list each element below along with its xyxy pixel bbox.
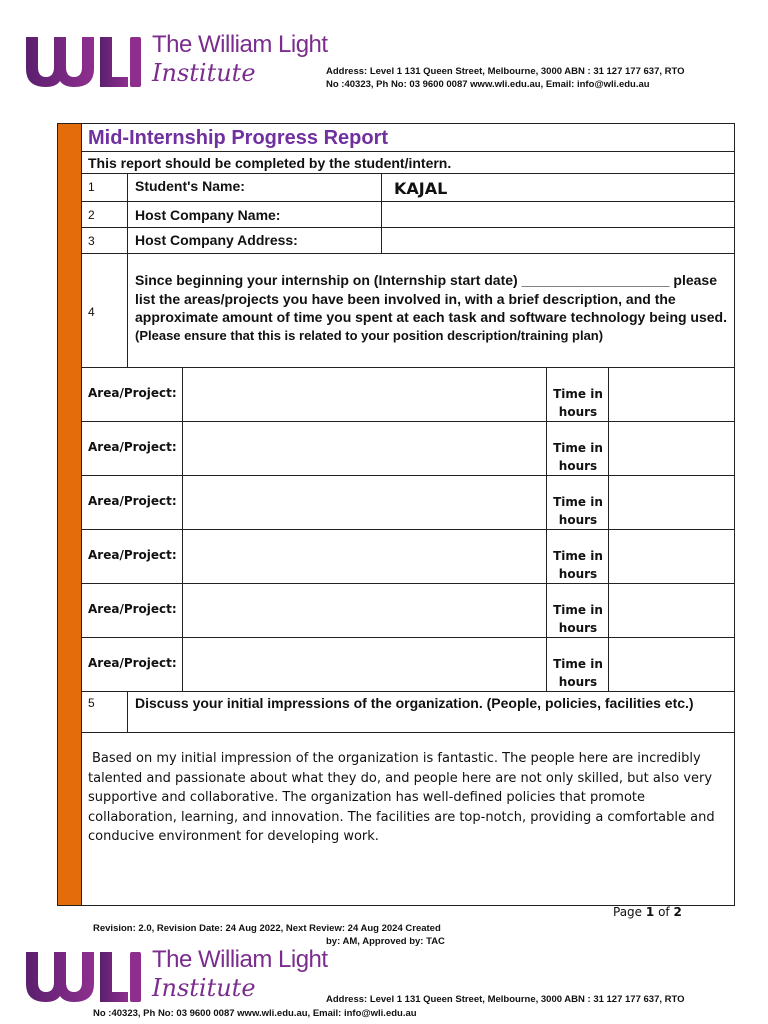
question-5-text: Discuss your initial impressions of the organization. (People, policies, facilities etc.) <box>135 695 694 711</box>
logo-name-line1: The William Light <box>152 31 328 58</box>
question-5-answer[interactable]: Based on my initial impression of the organization is fantastic. The people here are incredibly talented and passionate about what they do, and people here are not only skilled, but also very supportive and collaborative. The organization has well-defined policies that promote collaboration, learning, and innovation. The facilities are top-notch, providing a comfortable and conducive environment for developing work. <box>88 751 715 844</box>
wli-logo-mark-icon <box>22 948 142 1004</box>
row-5-number: 5 <box>88 696 95 710</box>
area-project-label: Area/Project: <box>88 656 177 670</box>
row-3-number: 3 <box>88 234 95 248</box>
footer-logo <box>22 946 328 1008</box>
page-number: Page 1 of 2 <box>613 905 682 919</box>
footer-address-line1: Address: Level 1 131 Queen Street, Melbourne, 3000 ABN : 31 127 177 637, RTO <box>326 994 685 1005</box>
time-in-hours-label: Time in hours <box>553 549 603 581</box>
host-company-address-label: Host Company Address: <box>135 232 298 248</box>
area-project-label: Area/Project: <box>88 494 177 508</box>
student-name-label: Student's Name: <box>135 178 245 194</box>
logo-name-line2: Institute <box>152 974 256 1002</box>
form-title: Mid-Internship Progress Report <box>88 127 389 149</box>
logo-name-line1: The William Light <box>152 946 328 973</box>
time-in-hours-label: Time in hours <box>553 441 603 473</box>
row-4-number: 4 <box>88 305 95 319</box>
row-1-number: 1 <box>88 180 95 194</box>
logo-name-line2: Institute <box>152 59 256 87</box>
question-4-note: (Please ensure that this is related to your position description/training plan) <box>135 327 604 343</box>
area-project-label: Area/Project: <box>88 548 177 562</box>
time-in-hours-label: Time in hours <box>553 657 603 689</box>
header-logo <box>22 31 328 93</box>
area-project-label: Area/Project: <box>88 602 177 616</box>
footer-address-line2: No :40323, Ph No: 03 9600 0087 www.wli.edu.au, Email: info@wli.edu.au <box>93 1008 417 1019</box>
host-company-name-label: Host Company Name: <box>135 207 281 223</box>
orange-side-stripe <box>58 124 82 905</box>
host-company-address-value[interactable] <box>388 230 728 250</box>
header-address-line1: Address: Level 1 131 Queen Street, Melbourne, 3000 ABN : 31 127 177 637, RTO <box>326 66 685 77</box>
header-address <box>326 65 685 91</box>
area-project-label: Area/Project: <box>88 440 177 454</box>
time-in-hours-label: Time in hours <box>553 387 603 419</box>
time-in-hours-label: Time in hours <box>553 603 603 635</box>
question-4-text: Since beginning your internship on (Internship start date) ___________________ please list the areas/projects you have been involved in, with a brief description, and the approximate amount of time you spent at each task and software technology being used. <box>135 272 727 325</box>
wli-logo-mark-icon <box>22 33 142 89</box>
revision-line1: Revision: 2.0, Revision Date: 24 Aug 2022, Next Review: 24 Aug 2024 Created <box>93 923 441 934</box>
question-4 <box>135 271 730 345</box>
time-in-hours-label: Time in hours <box>553 495 603 527</box>
student-name-value[interactable]: KAJAL <box>394 179 448 198</box>
row-2-number: 2 <box>88 208 95 222</box>
area-project-label: Area/Project: <box>88 386 177 400</box>
host-company-name-value[interactable] <box>388 204 728 224</box>
header-address-line2: No :40323, Ph No: 03 9600 0087 www.wli.edu.au, Email: info@wli.edu.au <box>326 79 650 90</box>
progress-report-form <box>57 123 735 906</box>
form-subtitle: This report should be completed by the student/intern. <box>88 155 452 171</box>
revision-line2: by: AM, Approved by: TAC <box>326 936 445 947</box>
